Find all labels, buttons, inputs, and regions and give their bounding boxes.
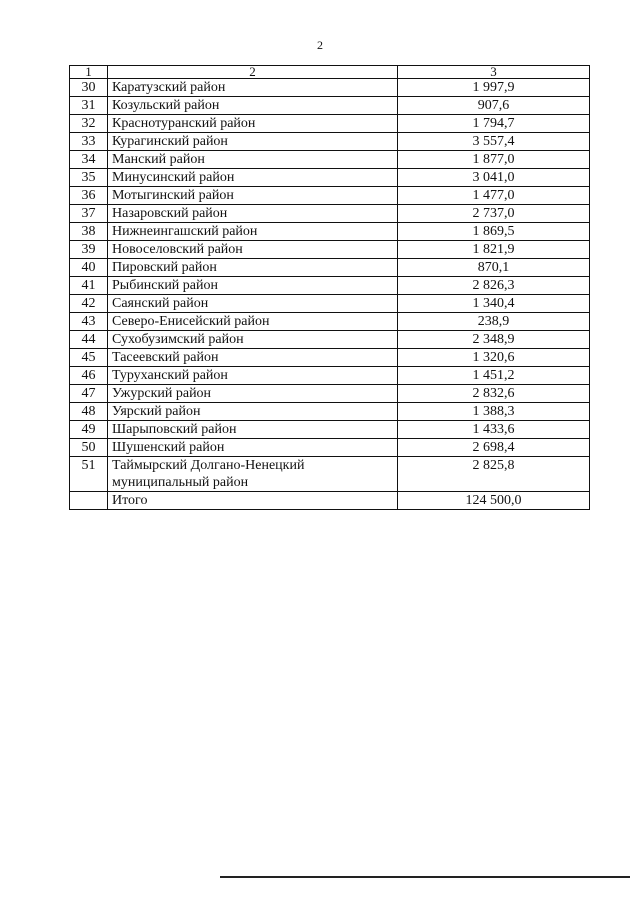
district-name: Шарыповский район — [108, 421, 398, 439]
total-num — [70, 492, 108, 510]
row-number: 47 — [70, 385, 108, 403]
district-name: Нижнеингашский район — [108, 223, 398, 241]
district-name: Саянский район — [108, 295, 398, 313]
header-col-2: 2 — [108, 66, 398, 79]
row-number: 40 — [70, 259, 108, 277]
row-number: 43 — [70, 313, 108, 331]
row-number: 39 — [70, 241, 108, 259]
bottom-rule — [220, 876, 630, 878]
row-number: 41 — [70, 277, 108, 295]
row-number: 46 — [70, 367, 108, 385]
row-number: 34 — [70, 151, 108, 169]
row-number: 30 — [70, 79, 108, 97]
header-col-3: 3 — [398, 66, 590, 79]
district-value: 1 869,5 — [398, 223, 590, 241]
table-row — [70, 457, 590, 492]
district-value: 1 340,4 — [398, 295, 590, 313]
district-value: 1 433,6 — [398, 421, 590, 439]
table-row — [70, 439, 590, 457]
table-row — [70, 241, 590, 259]
district-name: Манский район — [108, 151, 398, 169]
district-value: 2 825,8 — [398, 457, 590, 492]
table-row — [70, 169, 590, 187]
district-value: 1 388,3 — [398, 403, 590, 421]
row-number: 31 — [70, 97, 108, 115]
district-value: 907,6 — [398, 97, 590, 115]
table-row — [70, 277, 590, 295]
district-name: Туруханский район — [108, 367, 398, 385]
row-number: 45 — [70, 349, 108, 367]
table-row — [70, 349, 590, 367]
district-value: 2 698,4 — [398, 439, 590, 457]
district-name: Пировский район — [108, 259, 398, 277]
district-value: 1 320,6 — [398, 349, 590, 367]
row-number: 42 — [70, 295, 108, 313]
row-number: 38 — [70, 223, 108, 241]
table-row — [70, 331, 590, 349]
allocation-table — [69, 65, 590, 510]
table-row — [70, 313, 590, 331]
district-value: 1 477,0 — [398, 187, 590, 205]
district-name: Сухобузимский район — [108, 331, 398, 349]
table-row — [70, 403, 590, 421]
district-name: Таймырский Долгано-Ненецкий муниципальный район — [108, 457, 398, 492]
table-row — [70, 133, 590, 151]
header-col-1: 1 — [70, 66, 108, 79]
district-value: 1 821,9 — [398, 241, 590, 259]
district-name: Назаровский район — [108, 205, 398, 223]
district-name: Северо-Енисейский район — [108, 313, 398, 331]
district-name: Новоселовский район — [108, 241, 398, 259]
table-row — [70, 295, 590, 313]
district-name: Уярский район — [108, 403, 398, 421]
district-name: Каратузский район — [108, 79, 398, 97]
row-number: 35 — [70, 169, 108, 187]
total-row — [70, 492, 590, 510]
row-number: 49 — [70, 421, 108, 439]
district-value: 2 832,6 — [398, 385, 590, 403]
table-body — [70, 79, 590, 492]
district-name: Мотыгинский район — [108, 187, 398, 205]
district-name: Краснотуранский район — [108, 115, 398, 133]
table-row — [70, 223, 590, 241]
table-row — [70, 151, 590, 169]
table-row — [70, 187, 590, 205]
row-number: 36 — [70, 187, 108, 205]
row-number: 48 — [70, 403, 108, 421]
district-value: 3 041,0 — [398, 169, 590, 187]
district-name: Рыбинский район — [108, 277, 398, 295]
table-row — [70, 97, 590, 115]
district-value: 1 877,0 — [398, 151, 590, 169]
table-row — [70, 115, 590, 133]
total-value: 124 500,0 — [398, 492, 590, 510]
district-name: Тасеевский район — [108, 349, 398, 367]
district-value: 2 737,0 — [398, 205, 590, 223]
header-row — [70, 66, 590, 79]
district-name: Ужурский район — [108, 385, 398, 403]
total-label: Итого — [108, 492, 398, 510]
district-name: Минусинский район — [108, 169, 398, 187]
district-value: 238,9 — [398, 313, 590, 331]
district-value: 1 997,9 — [398, 79, 590, 97]
district-name: Шушенский район — [108, 439, 398, 457]
page-number: 2 — [317, 38, 323, 52]
row-number: 33 — [70, 133, 108, 151]
table-row — [70, 205, 590, 223]
table-row — [70, 259, 590, 277]
row-number: 37 — [70, 205, 108, 223]
district-value: 2 348,9 — [398, 331, 590, 349]
district-value: 2 826,3 — [398, 277, 590, 295]
table-row — [70, 79, 590, 97]
district-value: 1 451,2 — [398, 367, 590, 385]
district-name: Курагинский район — [108, 133, 398, 151]
district-value: 3 557,4 — [398, 133, 590, 151]
district-value: 870,1 — [398, 259, 590, 277]
table-row — [70, 367, 590, 385]
table-row — [70, 385, 590, 403]
table-row — [70, 421, 590, 439]
district-name: Козульский район — [108, 97, 398, 115]
row-number: 51 — [70, 457, 108, 492]
row-number: 32 — [70, 115, 108, 133]
district-value: 1 794,7 — [398, 115, 590, 133]
row-number: 50 — [70, 439, 108, 457]
row-number: 44 — [70, 331, 108, 349]
